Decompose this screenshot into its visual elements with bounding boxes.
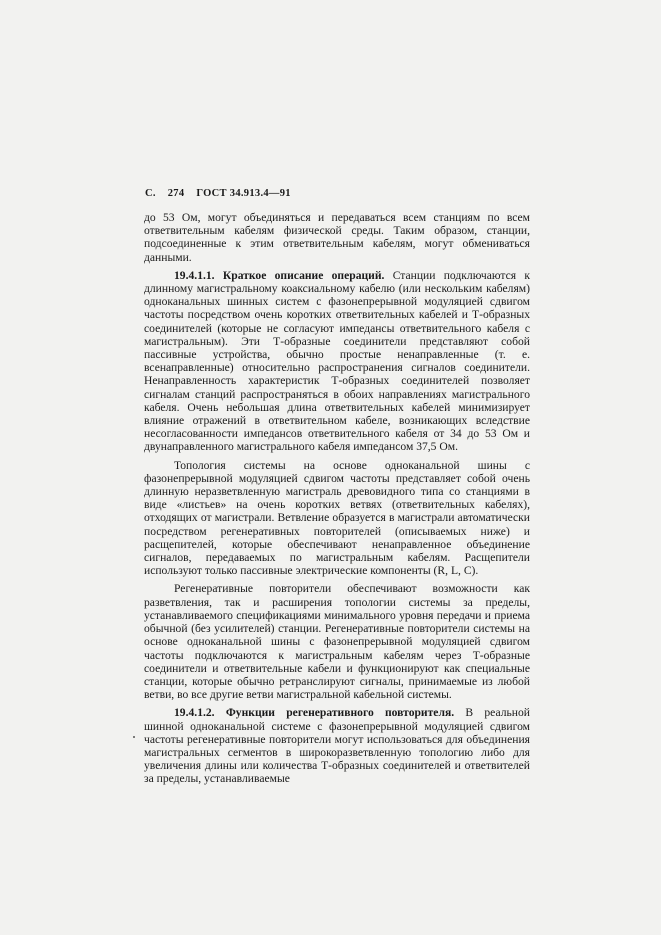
page-number: 274	[167, 188, 185, 199]
section-heading: 19.4.1.1. Краткое описание операций.	[174, 268, 385, 282]
paragraph-operations-overview	[144, 269, 530, 454]
paragraph-text: Топология системы на основе одноканальной шины с фазонепрерывной модуляцией сдвигом частоты представляет собой очень длинную неразветвленную магистраль древовидного типа со станциями в виде «листьев» на очень коротких ветвях (ответвительных кабелях), отходящих от магистрали. Ветвление образуется в магистрали автоматически посредством регенеративных повторителей (описываемых ниже) и расщепителей, которые обеспечивают ненаправленное объединение сигналов, передаваемых по магистральным кабелям. Расщепители используют только пассивные электрические компоненты (R, L, C).	[144, 458, 530, 578]
page-header	[145, 188, 300, 199]
paragraph-regenerative-repeaters	[144, 582, 530, 701]
paragraph-text: Станции подключаются к длинному магистральному коаксиальному кабелю (или нескольким кабелям) одноканальных шинных систем с фазонепрерывной модуляцией сдвигом частоты посредством очень коротких ответвительных кабелей и Т-образных соединителей (которые не согласуют импедансы ответвительного кабеля с магистральным). Эти Т-образные соединители представляют собой пассивные устройства, обычно простые ненаправленные (т. е. всенаправленные) относительно распространения сигналов соединители. Ненаправленность характеристик Т-образных соединителей позволяет сигналам станций распространяться в обоих направлениях магистрального кабеля. Очень небольшая длина ответвительных кабелей минимизирует влияние отражений в ответвительном кабеле, возникающих вследствие несогласованности импедансов ответвительного кабеля от 34 до 53 Ом и двунаправленного магистрального кабеля импедансом 37,5 Ом.	[144, 268, 530, 454]
section-heading: 19.4.1.2. Функции регенеративного повторителя.	[174, 706, 455, 720]
standard-designation: ГОСТ 34.913.4—91	[196, 188, 291, 199]
margin-dot	[133, 736, 135, 738]
paragraph-text: В реальной шинной одноканальной системе с фазонепрерывной модуляцией сдвигом частоты регенеративные повторители могут использоваться для объединения магистральных сегментов в широкоразветвленную топологию либо для увеличения длины или количества Т-образных соединителей и ответвителей за пределы, устанавливаемые	[144, 706, 530, 786]
page-label: С.	[145, 188, 156, 199]
paragraph-continuation	[144, 211, 530, 264]
paragraph-text: Регенеративные повторители обеспечивают возможности как разветвления, так и расширения топологии системы за пределы, устанавливаемого спецификациями минимального уровня передачи и приема обычной (без усилителей) станции. Регенеративные повторители системы на основе одноканальной шины с фазонепрерывной модуляцией сдвигом частоты подключаются к магистральным кабелям через Т-образные соединители и ответвительные кабели и функционируют как специальные станции, которые обычно ретранслируют сигналы, принимаемые из любой ветви, во все другие ветви магистральной кабельной системы.	[144, 582, 530, 702]
paragraph-text: до 53 Ом, могут объединяться и передаваться всем станциям по всем ответвительным кабелям физической среды. Таким образом, станции, подсоединенные к этим ответвительным кабелям, могут обмениваться данными.	[144, 211, 530, 264]
paragraph-repeater-functions	[144, 706, 530, 785]
body-text	[144, 211, 530, 791]
paragraph-topology	[144, 459, 530, 578]
